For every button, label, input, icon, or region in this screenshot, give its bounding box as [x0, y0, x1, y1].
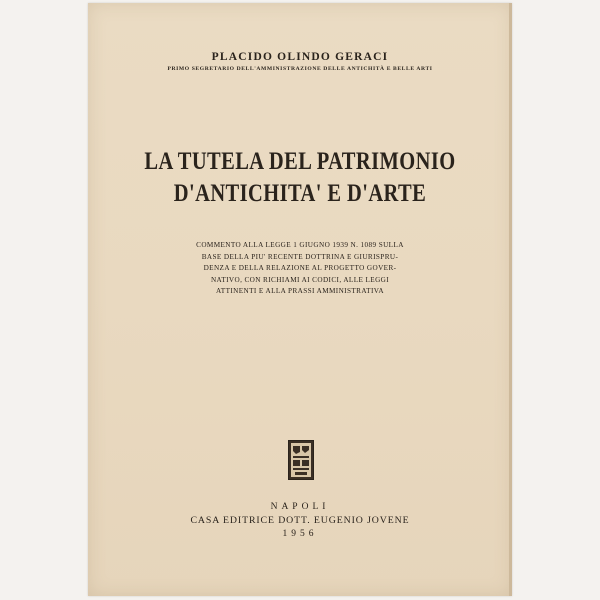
imprint-city: NAPOLI	[270, 502, 330, 512]
subtitle-line: BASE DELLA PIU' RECENTE DOTTRINA E GIURISPRU-	[201, 252, 399, 261]
book-title-line-2: D'ANTICHITA' E D'ARTE	[173, 180, 427, 207]
book-title-page	[88, 3, 512, 596]
subtitle-line: COMMENTO ALLA LEGGE 1 GIUGNO 1939 N. 1089 SULLA	[196, 241, 404, 249]
author-name: PLACIDO OLINDO GERACI	[211, 51, 389, 63]
book-title-line-1: LA TUTELA DEL PATRIMONIO	[144, 148, 456, 175]
author-role: PRIMO SEGRETARIO DELL'AMMINISTRAZIONE DELLE ANTICHITÀ E BELLE ARTI	[167, 66, 433, 72]
imprint-publisher: CASA EDITRICE DOTT. EUGENIO JOVENE	[190, 515, 410, 526]
book-title	[126, 146, 474, 210]
subtitle-line: ATTINENTI E ALLA PRASSI AMMINISTRATIVA	[215, 287, 384, 296]
imprint-year: 1956	[282, 529, 318, 539]
subtitle-line: NATIVO, CON RICHIAMI AI CODICI, ALLE LEGGI	[210, 275, 390, 284]
subtitle-line: DENZA E DELLA RELAZIONE AL PROGETTO GOVER-	[203, 264, 397, 273]
book-subtitle	[184, 240, 416, 298]
publisher-emblem-icon	[288, 440, 314, 480]
